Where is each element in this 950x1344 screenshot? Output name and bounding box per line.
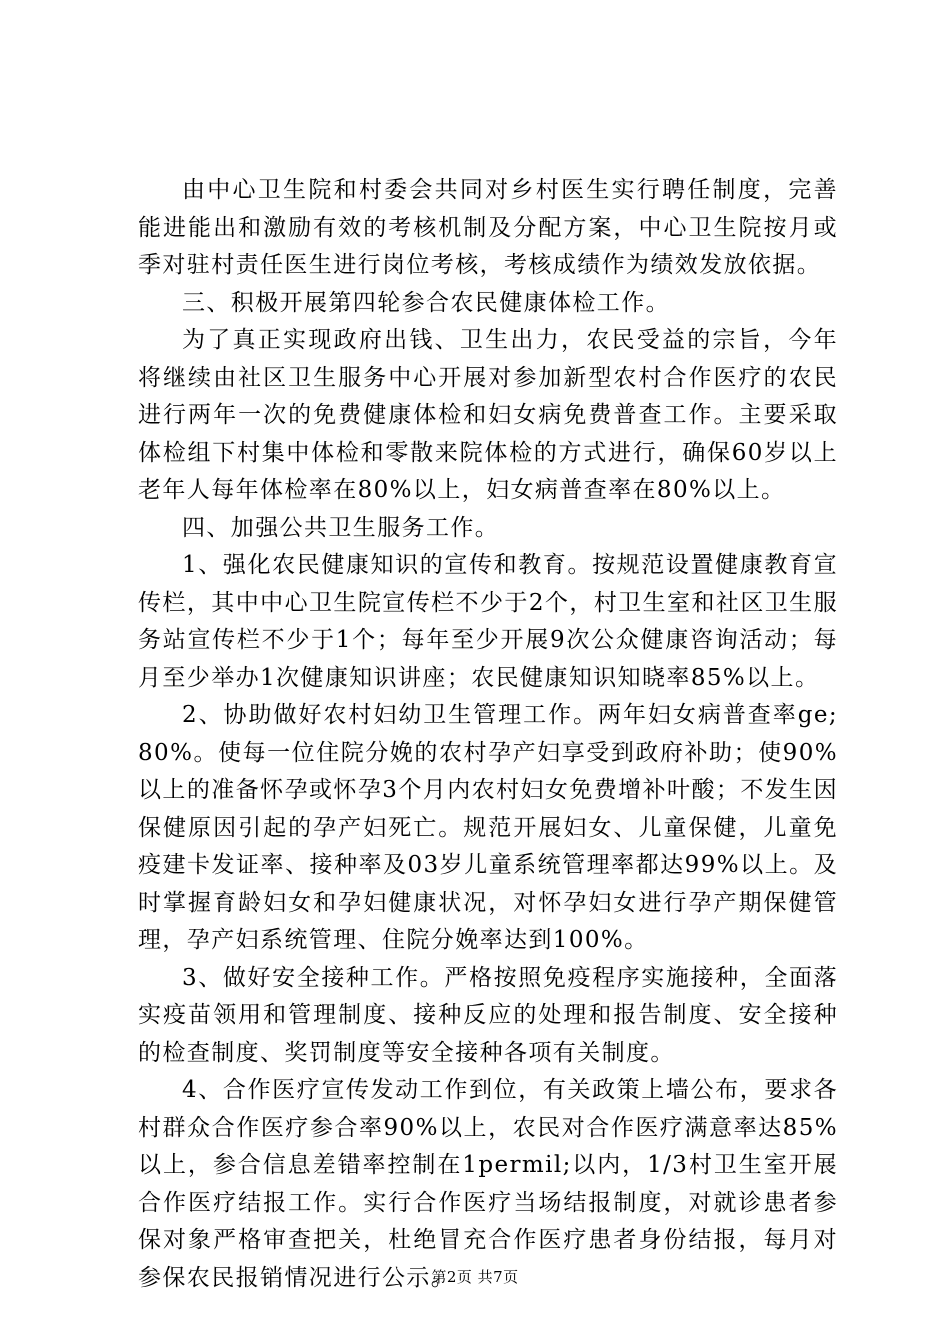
- paragraph-item-3: 3、做好安全接种工作。严格按照免疫程序实施接种，全面落实疫苗领用和管理制度、接种反应的处理和报告制度、安全接种的检查制度、奖罚制度等安全接种各项有关制度。: [138, 964, 838, 1066]
- paragraph-item-2: 2、协助做好农村妇幼卫生管理工作。两年妇女病普查率ge;80%。使每一位住院分娩的农村孕产妇享受到政府补助；使90%以上的准备怀孕或怀孕3个月内农村妇女免费增补叶酸；不发生因保健原因引起的孕产妇死亡。规范开展妇女、儿童保健，儿童免疫建卡发证率、接种率及03岁儿童系统管理率都达99%以上。及时掌握育龄妇女和孕妇健康状况，对怀孕妇女进行孕产期保健管理，孕产妇系统管理、住院分娩率达到100%。: [138, 702, 838, 953]
- page-footer: 第2页 共7页: [431, 1268, 519, 1286]
- paragraph-item-1: 1、强化农民健康知识的宣传和教育。按规范设置健康教育宣传栏，其中中心卫生院宣传栏不少于2个，村卫生室和社区卫生服务站宣传栏不少于1个；每年至少开展9次公众健康咨询活动；每月至少举办1次健康知识讲座；农民健康知识知晓率85%以上。: [138, 552, 838, 691]
- heading-section-three: 三、积极开展第四轮参合农民健康体检工作。: [182, 289, 670, 316]
- paragraph-health-checkup: 为了真正实现政府出钱、卫生出力，农民受益的宗旨，今年将继续由社区卫生服务中心开展对参加新型农村合作医疗的农民进行两年一次的免费健康体检和妇女病免费普查工作。主要采取体检组下村集中体检和零散来院体检的方式进行，确保60岁以上老年人每年体检率在80%以上，妇女病普查率在80%以上。: [138, 327, 838, 503]
- paragraph-hiring-system: 由中心卫生院和村委会共同对乡村医生实行聘任制度，完善能进能出和激励有效的考核机制及分配方案，中心卫生院按月或季对驻村责任医生进行岗位考核，考核成绩作为绩效发放依据。: [138, 177, 838, 278]
- document-body: [138, 172, 838, 1297]
- heading-section-four: 四、加强公共卫生服务工作。: [182, 514, 500, 541]
- paragraph-item-4: 4、合作医疗宣传发动工作到位，有关政策上墙公布，要求各村群众合作医疗参合率90%以上，农民对合作医疗满意率达85%以上，参合信息差错率控制在1permil;以内，1/3村卫生室开展合作医疗结报工作。实行合作医疗当场结报制度，对就诊患者参保对象严格审查把关，杜绝冒充合作医疗患者身份结报，每月对参保农民报销情况进行公示。: [138, 1077, 838, 1291]
